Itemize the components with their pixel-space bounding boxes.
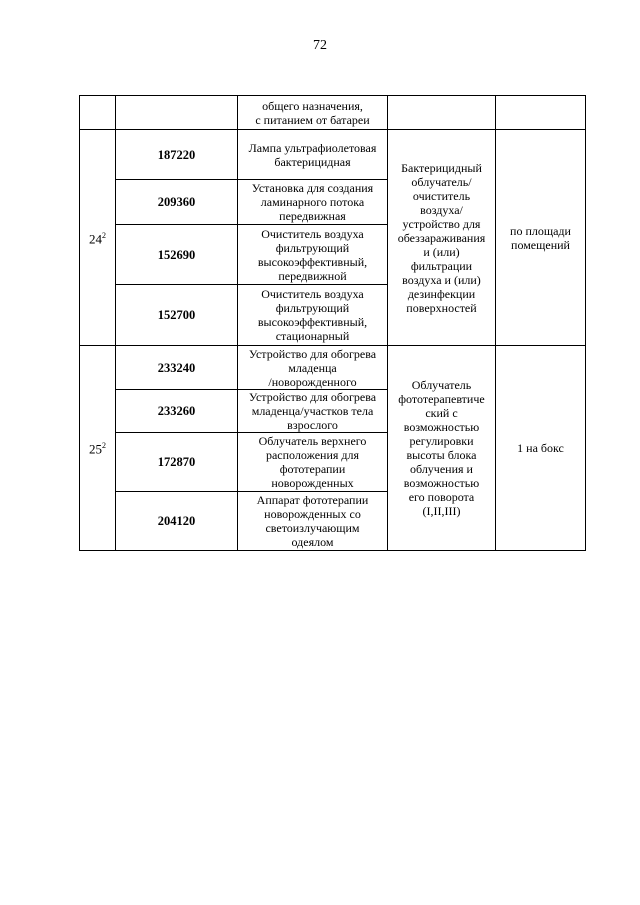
name-line: высокоэффективный, — [257, 254, 368, 269]
name-line: младенца/участков тела — [251, 404, 374, 418]
name-line: бактерицидная — [274, 154, 351, 169]
code-cell: 172870 — [116, 433, 238, 492]
equipment-line: обеззараживания — [397, 230, 486, 245]
equipment-line: облучатель/ — [411, 174, 472, 189]
name-line: передвижная — [279, 209, 346, 223]
equipment-cell — [388, 346, 496, 551]
name-line: фильтрующий — [275, 301, 350, 315]
group-number-superscript: 2 — [102, 230, 106, 240]
quantity-line: по площади — [510, 223, 571, 238]
name-line: стационарный — [275, 329, 350, 343]
name-line: Установка для создания — [251, 181, 374, 195]
quantity-line: помещений — [511, 237, 570, 252]
name-cell — [238, 492, 388, 551]
equipment-line: регулировки — [409, 434, 474, 448]
code-cell: 233240 — [116, 346, 238, 390]
equipment-line: его поворота — [408, 490, 475, 504]
equipment-line: фототерапевтиче — [398, 392, 485, 406]
equipment-line: поверхностей — [406, 300, 477, 315]
name-cell — [238, 346, 388, 390]
equipment-line: возможностью — [403, 420, 480, 434]
equipment-line: воздуха/ — [420, 202, 463, 217]
name-line: Облучатель верхнего — [258, 434, 367, 448]
name-cell — [238, 285, 388, 346]
equipment-line: облучения и — [410, 462, 473, 476]
equipment-table — [79, 95, 586, 551]
group-number-superscript: 2 — [102, 441, 106, 451]
name-line: с питанием от батареи — [255, 112, 370, 127]
group-number-cell — [80, 346, 116, 551]
equipment-line: и (или) — [423, 244, 460, 259]
name-line: Очиститель воздуха — [261, 226, 364, 241]
table-body — [80, 96, 586, 551]
code-cell: 209360 — [116, 180, 238, 225]
name-cell — [238, 96, 388, 130]
quantity-cell — [496, 346, 586, 551]
code-cell: 204120 — [116, 492, 238, 551]
quantity-line: 1 на бокс — [517, 441, 564, 455]
equipment-line: возможностью — [403, 476, 480, 490]
group-number-cell — [80, 130, 116, 346]
equipment-line: очиститель — [412, 188, 471, 203]
equipment-line: воздуха и (или) — [402, 272, 481, 287]
name-line: Очиститель воздуха — [261, 287, 364, 301]
name-line: общего назначения, — [262, 98, 363, 113]
name-line: Лампа ультрафиолетовая — [248, 140, 377, 155]
code-cell: 187220 — [116, 130, 238, 180]
code-cell: 152700 — [116, 285, 238, 346]
equipment-line: дезинфекции — [407, 286, 476, 301]
code-cell: 233260 — [116, 390, 238, 433]
name-line: фототерапии — [279, 462, 346, 476]
equipment-line: устройство для — [402, 216, 481, 231]
name-line: светоизлучающим — [265, 521, 360, 535]
table-row — [80, 96, 586, 130]
equipment-line: Бактерицидный — [401, 160, 482, 175]
code-cell — [116, 96, 238, 130]
table-row — [80, 130, 586, 180]
quantity-cell — [496, 96, 586, 130]
name-cell — [238, 433, 388, 492]
quantity-cell — [496, 130, 586, 346]
group-number: 25 — [89, 441, 102, 457]
equipment-cell — [388, 130, 496, 346]
code-cell: 152690 — [116, 225, 238, 285]
equipment-line: (I,II,III) — [422, 504, 461, 518]
name-line: передвижной — [278, 268, 347, 283]
number-cell — [80, 96, 116, 130]
name-line: взрослого — [287, 418, 338, 432]
name-line: одеялом — [291, 535, 334, 549]
equipment-line: высоты блока — [406, 448, 477, 462]
name-line: расположения для — [265, 448, 360, 462]
name-cell — [238, 390, 388, 433]
equipment-cell — [388, 96, 496, 130]
equipment-line: фильтрации — [410, 258, 473, 273]
name-cell — [238, 130, 388, 180]
equipment-line: ский с — [425, 406, 458, 420]
name-line: новорожденных со — [264, 507, 361, 521]
equipment-line: Облучатель — [411, 378, 472, 392]
page-number: 72 — [313, 38, 327, 53]
group-number: 24 — [89, 231, 102, 247]
name-line: фильтрующий — [275, 240, 350, 255]
name-line: Устройство для обогрева — [248, 390, 377, 404]
name-line: высокоэффективный, — [257, 315, 368, 329]
name-cell — [238, 225, 388, 285]
table-row — [80, 346, 586, 390]
name-line: ламинарного потока — [260, 195, 365, 209]
name-cell — [238, 180, 388, 225]
name-line: младенца — [288, 360, 337, 375]
name-line: Устройство для обогрева — [248, 346, 377, 361]
name-line: Аппарат фототерапии — [256, 493, 369, 507]
name-line: новорожденных — [271, 476, 354, 490]
name-line: /новорожденного — [268, 374, 357, 389]
